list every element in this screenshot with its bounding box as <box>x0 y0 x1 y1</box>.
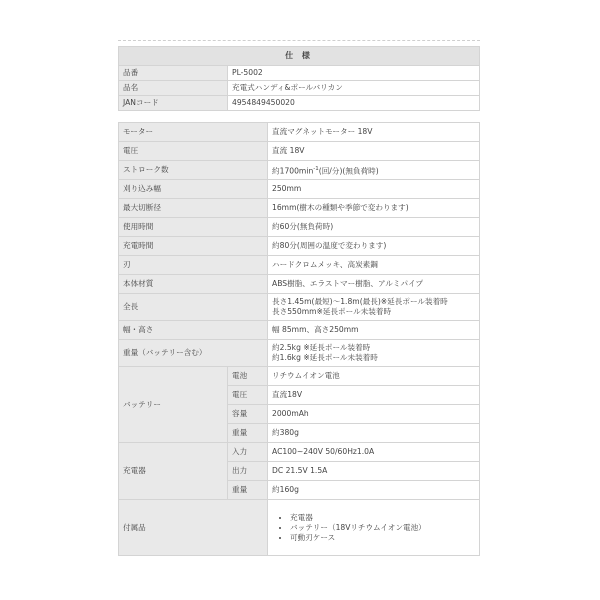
table-row <box>119 218 480 237</box>
table-row <box>119 367 480 386</box>
weight-value <box>268 340 480 367</box>
table-row <box>119 321 480 340</box>
charger-weight-value: 約160g <box>268 481 480 500</box>
stroke-value-exponent: -1 <box>313 165 319 172</box>
top-divider <box>118 40 480 41</box>
table-row <box>119 66 480 81</box>
table-row <box>119 294 480 321</box>
weight-value-line1: 約2.5kg ※延長ポール装着時 <box>272 343 371 352</box>
battery-cell-label: 電池 <box>228 367 268 386</box>
spec-table-main <box>118 122 480 556</box>
size-label: 幅・高さ <box>119 321 268 340</box>
battery-voltage-value: 直流18V <box>268 386 480 405</box>
table-row <box>119 96 480 111</box>
jan-code-label: JANコード <box>119 96 228 111</box>
battery-weight-label: 重量 <box>228 424 268 443</box>
battery-label: バッテリー <box>119 367 228 443</box>
material-label: 本体材質 <box>119 275 268 294</box>
max-cut-label: 最大切断径 <box>119 199 268 218</box>
product-number-value: PL-5002 <box>228 66 480 81</box>
product-number-label: 品番 <box>119 66 228 81</box>
battery-cell-value: リチウムイオン電池 <box>268 367 480 386</box>
charge-time-label: 充電時間 <box>119 237 268 256</box>
charger-output-value: DC 21.5V 1.5A <box>268 462 480 481</box>
use-time-label: 使用時間 <box>119 218 268 237</box>
charger-weight-label: 重量 <box>228 481 268 500</box>
charger-input-value: AC100~240V 50/60Hz1.0A <box>268 443 480 462</box>
stroke-value-unit: (回/分)(無負荷時) <box>318 166 379 176</box>
length-label: 全長 <box>119 294 268 321</box>
accessories-label: 付属品 <box>119 500 268 556</box>
stroke-value <box>268 161 480 180</box>
list-item: • バッテリー（18Vリチウムイオン電池） <box>290 523 475 533</box>
cutting-width-label: 刈り込み幅 <box>119 180 268 199</box>
voltage-label: 電圧 <box>119 142 268 161</box>
battery-capacity-label: 容量 <box>228 405 268 424</box>
charge-time-value: 約80分(周囲の温度で変わります) <box>268 237 480 256</box>
table-row <box>119 443 480 462</box>
spec-title: 仕 様 <box>119 47 480 66</box>
table-row <box>119 161 480 180</box>
table-row <box>119 81 480 96</box>
blade-value: ハードクロムメッキ、高炭素鋼 <box>268 256 480 275</box>
stroke-label: ストローク数 <box>119 161 268 180</box>
motor-value: 直流マグネットモーター 18V <box>268 123 480 142</box>
weight-label: 重量（バッテリー含む） <box>119 340 268 367</box>
length-value-line1: 長さ1.45m(最短)～1.8m(最長)※延長ポール装着時 <box>272 297 448 306</box>
product-name-label: 品名 <box>119 81 228 96</box>
cutting-width-value: 250mm <box>268 180 480 199</box>
table-row <box>119 123 480 142</box>
table-row <box>119 180 480 199</box>
table-row <box>119 340 480 367</box>
accessories-list <box>272 513 475 543</box>
weight-value-line2: 約1.6kg ※延長ポール未装着時 <box>272 353 378 362</box>
product-name-value: 充電式ハンディ&ポールバリカン <box>228 81 480 96</box>
size-value: 幅 85mm、高さ250mm <box>268 321 480 340</box>
list-item: • 充電器 <box>290 513 475 523</box>
charger-input-label: 入力 <box>228 443 268 462</box>
table-row <box>119 199 480 218</box>
stroke-value-main: 約1700min <box>272 166 314 176</box>
list-item: • 可動刃ケース <box>290 533 475 543</box>
battery-weight-value: 約380g <box>268 424 480 443</box>
battery-voltage-label: 電圧 <box>228 386 268 405</box>
table-row <box>119 275 480 294</box>
table-row <box>119 237 480 256</box>
table-row <box>119 142 480 161</box>
max-cut-value: 16mm(樹木の種類や季節で変わります) <box>268 199 480 218</box>
jan-code-value: 4954849450020 <box>228 96 480 111</box>
accessories-value <box>268 500 480 556</box>
length-value <box>268 294 480 321</box>
length-value-line2: 長さ550mm※延長ポール未装着時 <box>272 307 392 316</box>
charger-output-label: 出力 <box>228 462 268 481</box>
charger-label: 充電器 <box>119 443 228 500</box>
use-time-value: 約60分(無負荷時) <box>268 218 480 237</box>
voltage-value: 直流 18V <box>268 142 480 161</box>
table-row <box>119 500 480 556</box>
spec-table-header <box>118 46 480 111</box>
battery-capacity-value: 2000mAh <box>268 405 480 424</box>
motor-label: モーター <box>119 123 268 142</box>
blade-label: 刃 <box>119 256 268 275</box>
table-row <box>119 256 480 275</box>
material-value: ABS樹脂、エラストマー樹脂、アルミパイプ <box>268 275 480 294</box>
